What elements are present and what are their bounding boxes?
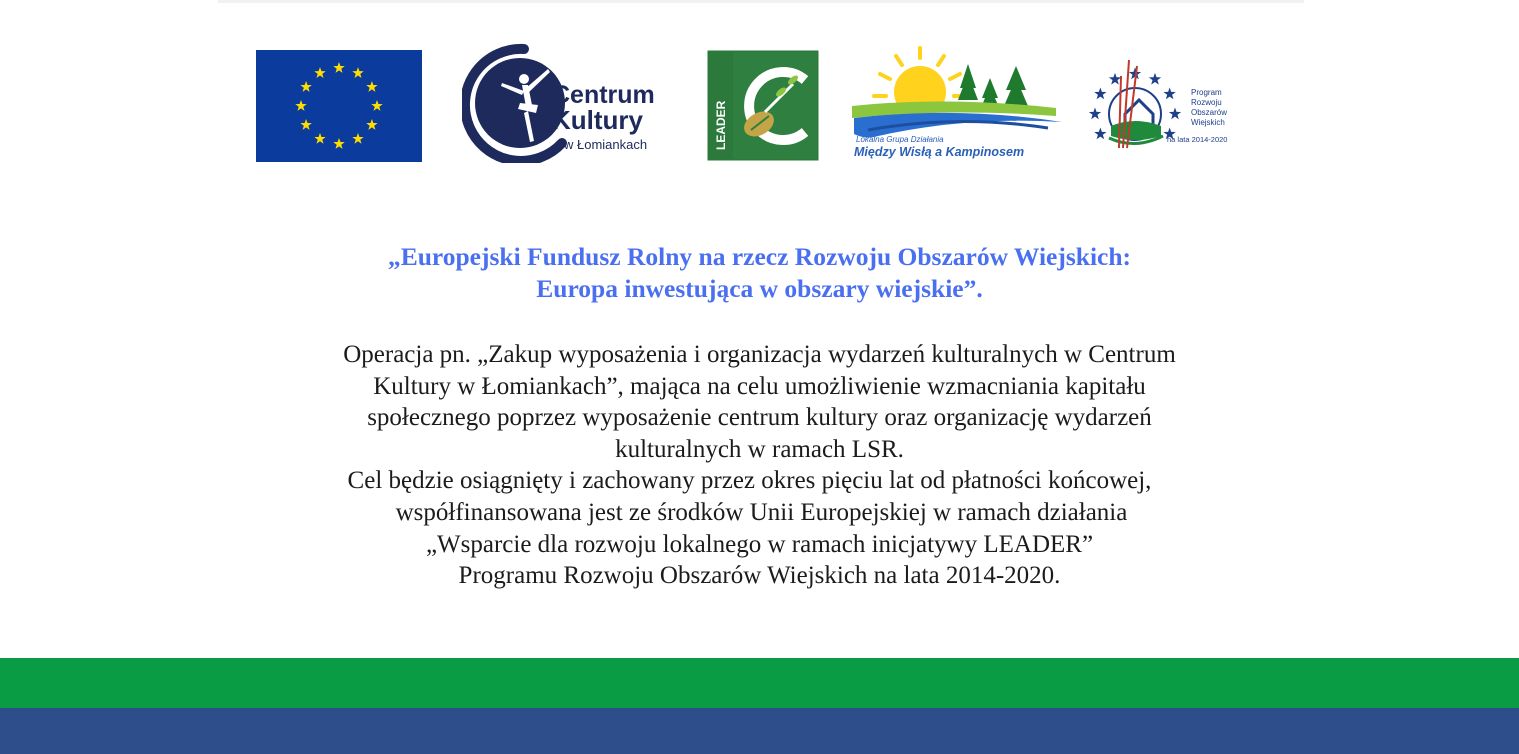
prow-logo xyxy=(1083,52,1248,156)
leader-logo xyxy=(707,50,819,161)
heading-line-2: Europa inwestująca w obszary wiejskie”. xyxy=(536,274,983,303)
star-icon xyxy=(314,67,325,78)
centrum-kultury-line1: Centrum xyxy=(552,81,655,109)
operation-description xyxy=(0,339,1519,592)
eu-flag-logo xyxy=(256,50,422,162)
program-heading xyxy=(0,241,1519,305)
star-icon xyxy=(366,119,377,130)
lgd-title: Między Wisłą a Kampinosem xyxy=(854,145,1025,159)
eu-stars-icon xyxy=(256,50,422,162)
star-icon xyxy=(1094,88,1106,100)
star-icon xyxy=(1089,108,1101,120)
star-icon xyxy=(352,133,363,144)
heading-line-1: „Europejski Fundusz Rolny na rzecz Rozwoju Obszarów Wiejskich: xyxy=(387,242,1132,271)
leader-text: LEADER xyxy=(714,100,728,150)
star-icon xyxy=(295,100,306,111)
star-icon xyxy=(333,138,344,149)
star-icon xyxy=(1109,73,1121,85)
star-icon xyxy=(1149,73,1161,85)
star-icon xyxy=(333,62,344,73)
logos-row xyxy=(0,0,1519,180)
star-icon xyxy=(371,100,382,111)
prow-line5: na lata 2014-2020 xyxy=(1167,135,1228,144)
star-icon xyxy=(352,67,363,78)
footer-band-blue xyxy=(0,708,1519,754)
star-icon xyxy=(1094,128,1106,140)
centrum-kultury-line2: Kultury xyxy=(552,105,643,135)
prow-line4: Wiejskich xyxy=(1191,118,1225,127)
prow-line3: Obszarów xyxy=(1191,108,1228,117)
lgd-logo xyxy=(848,44,1066,162)
centrum-kultury-logo xyxy=(462,43,672,163)
star-icon xyxy=(300,81,311,92)
star-icon xyxy=(366,81,377,92)
prow-line1: Program xyxy=(1191,88,1222,97)
body-line-1: Operacja pn. „Zakup wyposażenia i organizacja wydarzeń kulturalnych w Centrum xyxy=(343,341,1176,368)
body-line-3: społecznego poprzez wyposażenie centrum kultury oraz organizację wydarzeń xyxy=(367,404,1152,432)
lgd-subtitle: Lokalna Grupa Działania xyxy=(856,135,944,144)
prow-line2: Rozwoju xyxy=(1191,98,1222,107)
body-line-2: Kultury w Łomiankach”, mająca na celu umożliwienie wzmacniania kapitału xyxy=(373,372,1146,400)
body-line-5: Cel będzie osiągnięty i zachowany przez okres pięciu lat od płatności końcowej, xyxy=(347,467,1152,495)
star-icon xyxy=(1163,88,1175,100)
footer-band-green xyxy=(0,658,1519,708)
star-icon xyxy=(300,119,311,130)
body-line-6: współfinansowana jest ze środków Unii Europejskiej w ramach działania xyxy=(395,498,1128,526)
centrum-kultury-line3: w Łomiankach xyxy=(564,137,648,152)
body-line-7: „Wsparcie dla rozwoju lokalnego w ramach inicjatywy LEADER” xyxy=(425,530,1094,558)
body-line-8: Programu Rozwoju Obszarów Wiejskich na lata 2014-2020. xyxy=(458,562,1061,590)
star-icon xyxy=(314,133,325,144)
star-icon xyxy=(1169,108,1181,120)
body-line-4: kulturalnych w ramach LSR. xyxy=(615,435,904,463)
